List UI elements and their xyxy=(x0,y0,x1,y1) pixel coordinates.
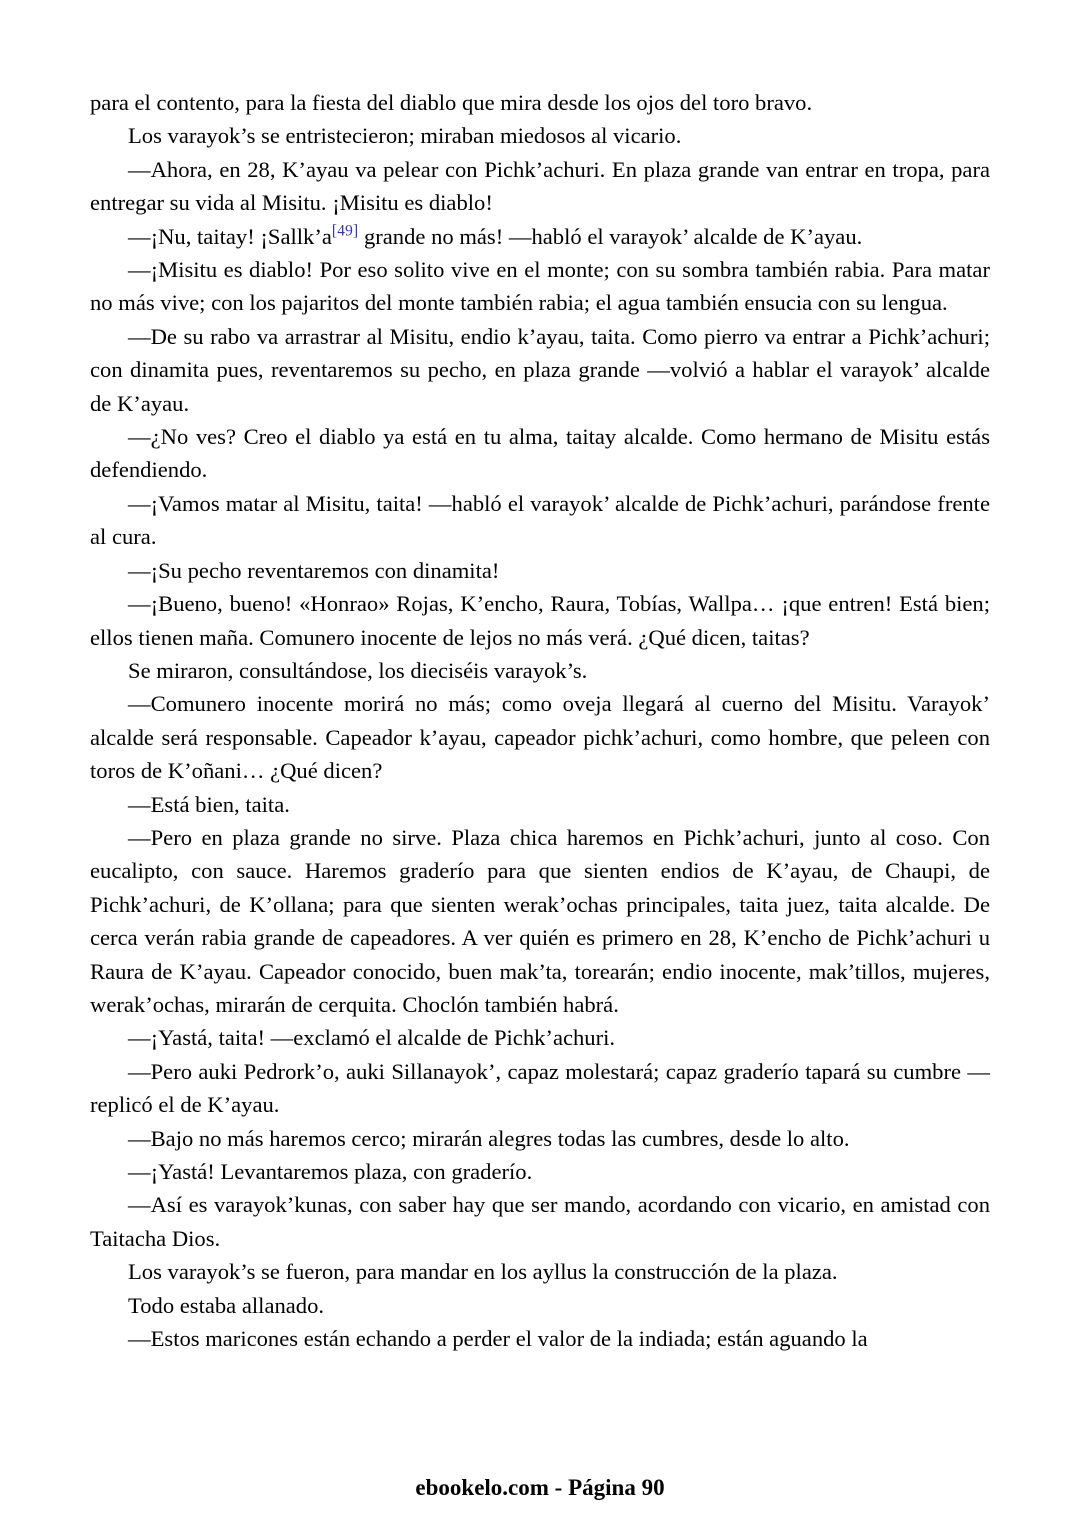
paragraph: —Está bien, taita. xyxy=(128,791,290,817)
paragraph: Todo estaba allanado. xyxy=(128,1292,325,1318)
paragraph: —Así es varayok’kunas, con saber hay que ser mando, acordando con vicario, en amistad con Taitacha Dios. xyxy=(90,1192,990,1251)
paragraph: —¡Yastá! Levantaremos plaza, con graderío. xyxy=(128,1159,533,1184)
paragraph: Se miraron, consultándose, los dieciséis varayok’s. xyxy=(128,657,588,683)
paragraph: —¡Nu, taitay! ¡Sallk’a[49] grande no más! —habló el varayok’ alcalde de K’ayau. xyxy=(128,222,863,249)
page-footer: ebookelo.com - Página 90 xyxy=(415,1475,665,1500)
paragraph: —¡Yastá, taita! —exclamó el alcalde de Pichk’achuri. xyxy=(128,1025,616,1051)
paragraph: —¡Bueno, bueno! «Honrao» Rojas, K’encho, Raura, Tobías, Wallpa… ¡que entren! Está bien; ellos tienen maña. Comunero inocente de lejos no más verá. ¿Qué dicen, taitas? xyxy=(90,591,990,650)
paragraph: para el contento, para la fiesta del diablo que mira desde los ojos del toro bravo. xyxy=(90,90,813,115)
paragraph: —Comunero inocente morirá no más; como oveja llegará al cuerno del Misitu. Varayok’ alcalde será responsable. Capeador k’ayau, capeador pichk’achuri, como hombre, que peleen con toros de K’oñani… ¿Qué dicen? xyxy=(90,691,990,784)
paragraph: Los varayok’s se entristecieron; miraban miedosos al vicario. xyxy=(128,123,682,149)
paragraph: —¡Vamos matar al Misitu, taita! —habló el varayok’ alcalde de Pichk’achuri, parándose frente al cura. xyxy=(90,490,990,550)
paragraph: —¡Su pecho reventaremos con dinamita! xyxy=(128,557,500,583)
paragraph: —De su rabo va arrastrar al Misitu, endio k’ayau, taita. Como pierro va entrar a Pichk’achuri; con dinamita pues, reventaremos su pecho, en plaza grande —volvió a hablar el varayok’ alcalde de K’ayau. xyxy=(90,323,990,416)
footnote-reference-link[interactable]: [49] xyxy=(331,222,359,240)
paragraph: —Pero auki Pedrork’o, auki Sillanayok’, capaz molestará; capaz graderío tapará su cumbre —replicó el de K’ayau. xyxy=(90,1058,990,1118)
page-body-text xyxy=(90,86,990,1355)
paragraph: —Ahora, en 28, K’ayau va pelear con Pichk’achuri. En plaza grande van entrar en tropa, para entregar su vida al Misitu. ¡Misitu es diablo! xyxy=(90,156,990,216)
paragraph: —Pero en plaza grande no sirve. Plaza chica haremos en Pichk’achuri, junto al coso. Con eucalipto, con sauce. Haremos graderío para que sienten endios de K’ayau, de Chaupi, de Pichk’achuri, de K’ollana; para que sienten werak’ochas principales, taita juez, taita alcalde. De cerca verán rabia grande de capeadores. A ver quién es primero en 28, K’encho de Pichk’achuri u Raura de K’ayau. Capeador conocido, buen mak’ta, torearán; endio inocente, mak’tillos, mujeres, werak’ochas, mirarán de cerquita. Choclón también habrá. xyxy=(90,824,990,1017)
paragraph: —Bajo no más haremos cerco; mirarán alegres todas las cumbres, desde lo alto. xyxy=(128,1125,850,1151)
paragraph: —¡Misitu es diablo! Por eso solito vive en el monte; con su sombra también rabia. Para matar no más vive; con los pajaritos del monte también rabia; el agua también ensucia con su lengua. xyxy=(90,257,990,316)
paragraph: Los varayok’s se fueron, para mandar en los ayllus la construcción de la plaza. xyxy=(128,1259,838,1285)
paragraph: —Estos maricones están echando a perder el valor de la indiada; están aguando la xyxy=(128,1326,868,1352)
paragraph: —¿No ves? Creo el diablo ya está en tu alma, taitay alcalde. Como hermano de Misitu estás defendiendo. xyxy=(90,424,990,483)
